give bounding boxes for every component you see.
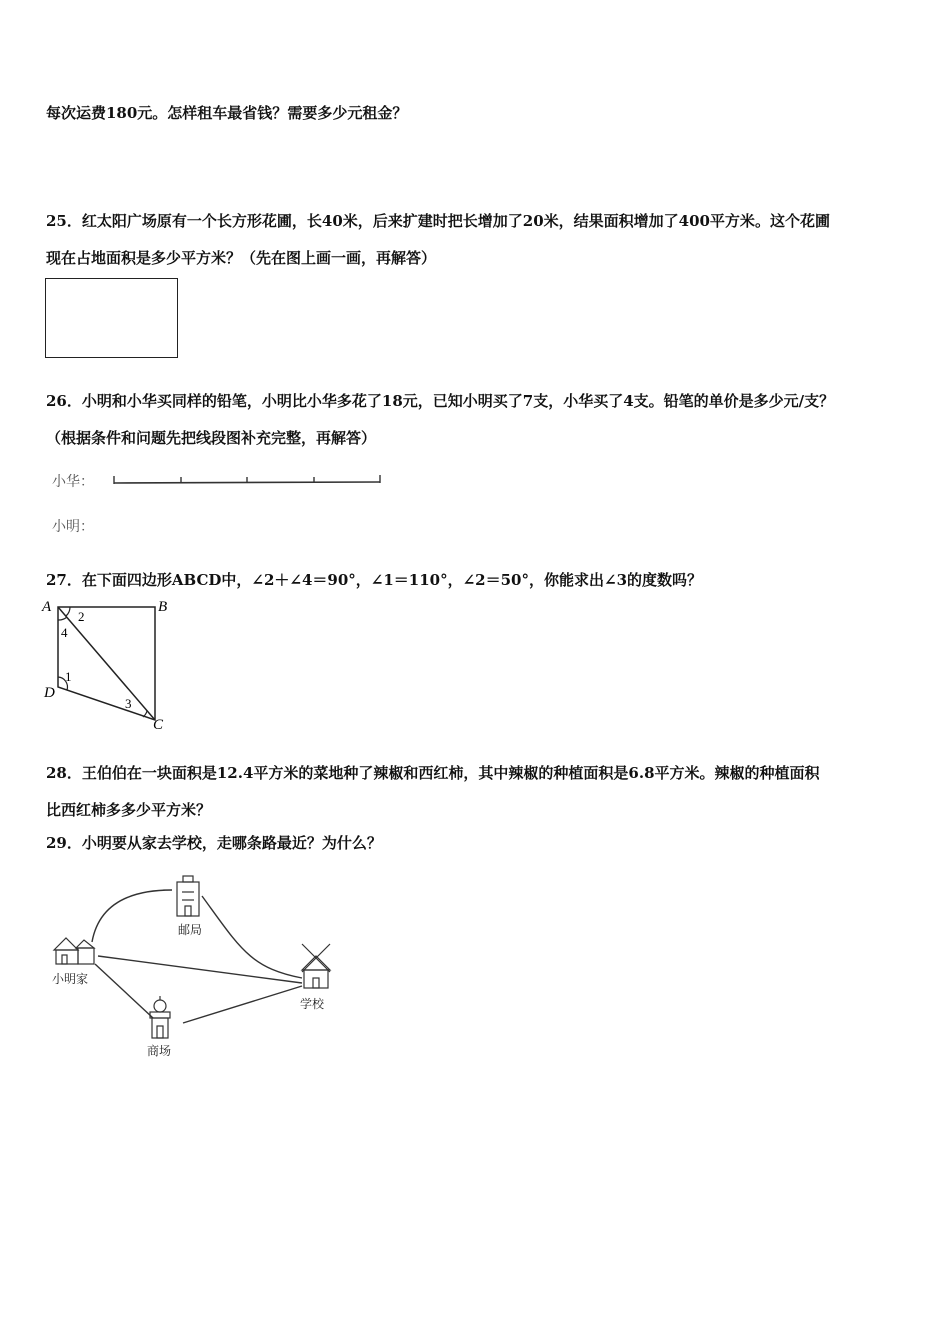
q25-rectangle xyxy=(45,278,178,358)
q27-quadrilateral xyxy=(38,595,178,735)
post-office-icon xyxy=(177,876,199,916)
vertex-a: A xyxy=(42,599,52,615)
school-icon xyxy=(302,944,330,988)
school-label: 学校 xyxy=(300,997,325,1011)
post-office-label: 邮局 xyxy=(178,923,203,937)
q26-segment-diagram xyxy=(100,470,390,492)
q26-label-hua: 小华： xyxy=(52,474,94,490)
q28-line2: 比西红柿多多少平方米？ xyxy=(46,801,212,819)
q26-line2: （根据条件和问题先把线段图补充完整，再解答） xyxy=(46,429,377,447)
q26-line1: 26．小明和小华买同样的铅笔，小明比小华多花了18元，已知小明买了7支，小华买了4支。铅笔的单价是多少元/支？ xyxy=(46,392,835,410)
angle-1-label: 1 xyxy=(65,669,72,684)
vertex-c: C xyxy=(153,717,164,733)
q25-line2: 现在占地面积是多少平方米？（先在图上画一画，再解答） xyxy=(46,249,437,267)
home-icon xyxy=(54,938,94,964)
q29-line1: 29．小明要从家去学校，走哪条路最近？为什么？ xyxy=(46,834,382,852)
mall-icon xyxy=(150,996,170,1038)
q24-tail: 每次运费180元。怎样租车最省钱？需要多少元租金？ xyxy=(46,104,408,122)
q27-line1: 27．在下面四边形ABCD中，∠2＋∠4＝90°，∠1＝110°，∠2＝50°，你能求出∠3的度数吗？ xyxy=(46,571,703,589)
home-label: 小明家 xyxy=(52,972,89,986)
q26-label-ming: 小明： xyxy=(52,519,94,535)
q28-line1: 28．王伯伯在一块面积是12.4平方米的菜地种了辣椒和西红柿，其中辣椒的种植面积是6.8平方米。辣椒的种植面积 xyxy=(46,764,820,782)
angle-2-label: 2 xyxy=(78,609,85,624)
angle-4-label: 4 xyxy=(61,625,68,640)
mall-label: 商场 xyxy=(147,1044,172,1058)
angle-3-label: 3 xyxy=(125,696,132,711)
q25-line1: 25．红太阳广场原有一个长方形花圃，长40米，后来扩建时把长增加了20米，结果面积增加了400平方米。这个花圃 xyxy=(46,212,830,230)
vertex-b: B xyxy=(158,599,168,615)
q29-route-map xyxy=(40,868,360,1068)
vertex-d: D xyxy=(44,685,55,701)
